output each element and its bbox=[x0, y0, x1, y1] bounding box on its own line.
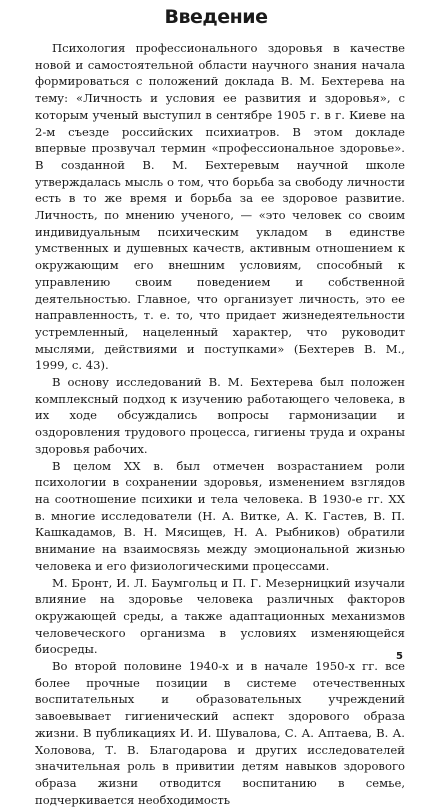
paragraph: В целом XX в. был отмечен возрастанием роли психологии в сохранении здоровья, изменением взглядов на соотношение психики и тела человека. В 1930-е гг. XX в. многие исследователи (Н. А. Витке, А. К. Гастев, В. П. Кашкадамов, В. Н. Мясищев, Н. А. Рыбников) обратили внимание на взаимосвязь между эмоциональной жизнью человека и его физиологическими процессами. bbox=[35, 458, 405, 573]
paragraph: В основу исследований В. М. Бехтерева был положен комплексный подход к изучению работающего человека, в их ходе обсуждались вопросы гармонизации и оздоровления трудового процесса, гигиены труда и охраны здоровья рабочих. bbox=[35, 375, 405, 456]
paragraph: Во второй половине 1940-х и в начале 1950-х гг. все более прочные позиции в системе отечественных воспитательных и образовательных учреждений завоевывает гигиенический аспект здорового образа жизни. В публикациях И. И. Шувалова, С. А. Аптаева, В. А. Холовова, Т. В. Благодарова и других исследователей значительная роль в привитии детям навыков здорового образа жизни отводится воспитанию в семье, подчеркивается необходимость bbox=[35, 659, 405, 807]
paragraph: М. Бронт, И. Л. Баумгольц и П. Г. Мезерницкий изучали влияние на здоровье человека различных факторов окружающей среды, а также адаптационных механизмов человеческого организма в условиях изменяющейся биосреды. bbox=[35, 575, 405, 657]
paragraph: Психология профессионального здоровья в качестве новой и самостоятельной области научного знания начала формироваться с положений доклада В. М. Бехтерева на тему: «Личность и условия ее развития и здоровья», с которым ученый выступил в сентябре 1905 г. в г. Киеве на 2-м съезде российских психиатров. В этом докладе впервые прозвучал термин «профессиональное здоровье». В созданной В. М. Бехтеревым научной школе утверждалась мысль о том, что борьба за свободу личности есть в то же время и борьба за ее здоровое развитие. Личность, по мнению ученого, — «это человек со своим индивидуальным психическим укладом в единстве умственных и душевных качеств, активным отношением к окружающим его внешним условиям, способный к управлению своим поведением и собственной деятельностью. Главное, что организует личность, это ее направленность, т. е. то, что придает жизнедеятельности устремленный, нацеленный характер, что руководит мыслями, действиями и поступками» (Бехтерев В. М., 1999, с. 43). bbox=[35, 41, 405, 373]
body-text bbox=[35, 40, 405, 808]
chapter-heading: Введение bbox=[164, 6, 268, 28]
page-number: 5 bbox=[396, 651, 403, 662]
